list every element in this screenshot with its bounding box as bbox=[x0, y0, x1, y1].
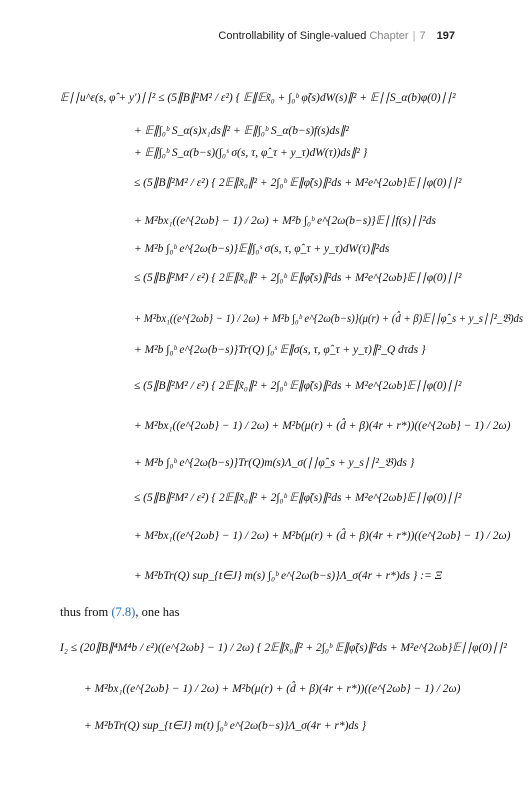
chapter-number: 7 bbox=[419, 30, 426, 42]
chapter-label: Chapter bbox=[369, 30, 409, 42]
page-number: 197 bbox=[436, 30, 455, 42]
equation-reference-link[interactable]: (7.8) bbox=[111, 605, 136, 619]
equation-line-4: ≤ (5∥B∥²M² / ε²) { 2𝔼∥x̃₀∥² + 2∫₀ᵇ 𝔼∥φ̃(s)∥²ds + M²e^{2ωb}𝔼∣∣φ(0)∣∣² bbox=[134, 177, 462, 189]
running-title: Controllability of Single-valued bbox=[218, 30, 367, 42]
prose-text: thus from (7.8), one has bbox=[60, 605, 180, 619]
equation-line-18: + M²bTr(Q) sup_{t∈J} m(t) ∫₀ᵇ e^{2ω(b−s)}Λ_σ(4r + r*)ds } bbox=[84, 720, 367, 732]
running-header: Controllability of Single-valued Chapter | 7 197 bbox=[218, 30, 455, 42]
equation-line-15: + M²bTr(Q) sup_{t∈J} m(s) ∫₀ᵇ e^{2ω(b−s)}Λ_σ(4r + r*)ds } := Ξ bbox=[134, 570, 443, 582]
equation-line-10: ≤ (5∥B∥²M² / ε²) { 2𝔼∥x̃₀∥² + 2∫₀ᵇ 𝔼∥φ̃(s)∥²ds + M²e^{2ωb}𝔼∣∣φ(0)∣∣² bbox=[134, 380, 462, 392]
equation-line-17: + M²bx₁((e^{2ωb} − 1) / 2ω) + M²b(μ(r) + (d̂ + β)(4r + r*))((e^{2ωb} − 1) / 2ω) bbox=[84, 683, 461, 695]
equation-line-3: + 𝔼∥∫₀ᵇ S_α(b−s)(∫₀ˢ σ(s, τ, φ̂_τ + y_τ)dW(τ))ds∥² } bbox=[134, 147, 368, 159]
equation-line-6: + M²b ∫₀ᵇ e^{2ω(b−s)}𝔼∥∫₀ˢ σ(s, τ, φ̂_τ + y_τ)dW(τ)∥²ds bbox=[134, 243, 390, 255]
equation-line-8: + M²bx₁((e^{2ωb} − 1) / 2ω) + M²b ∫₀ᵇ e^{2ω(b−s)}(μ(r) + (d̂ + β)𝔼∣∣φ̂_s + y_s∣∣²_𝔅)ds bbox=[134, 313, 524, 325]
equation-line-9: + M²b ∫₀ᵇ e^{2ω(b−s)}Tr(Q) ∫₀ˢ 𝔼∥σ(s, τ, φ̂_τ + y_τ)∥²_Q dτds } bbox=[134, 344, 426, 356]
equation-line-11: + M²bx₁((e^{2ωb} − 1) / 2ω) + M²b(μ(r) + (d̂ + β)(4r + r*))((e^{2ωb} − 1) / 2ω) bbox=[134, 420, 511, 432]
equation-line-1: 𝔼∣∣u^ε(s, φ̂ + y′)∣∣² ≤ (5∥B∥²M² / ε²) { 𝔼∥𝔼x̃₀ + ∫₀ᵇ φ̃(s)dW(s)∥² + 𝔼∣∣S_α(b)φ(0)∣∣² bbox=[60, 92, 456, 104]
equation-line-2: + 𝔼∥∫₀ᵇ S_α(s)x₁ds∥² + 𝔼∥∫₀ᵇ S_α(b−s)f(s)ds∥² bbox=[134, 125, 349, 137]
equation-line-12: + M²b ∫₀ᵇ e^{2ω(b−s)}Tr(Q)m(s)Λ_σ(∣∣φ̂_s + y_s∣∣²_𝔅)ds } bbox=[134, 457, 415, 469]
equation-line-5: + M²bx₁((e^{2ωb} − 1) / 2ω) + M²b ∫₀ᵇ e^{2ω(b−s)}𝔼∣∣f(s)∣∣²ds bbox=[134, 215, 437, 227]
equation-line-14: + M²bx₁((e^{2ωb} − 1) / 2ω) + M²b(μ(r) + (d̂ + β)(4r + r*))((e^{2ωb} − 1) / 2ω) bbox=[134, 530, 511, 542]
equation-line-13: ≤ (5∥B∥²M² / ε²) { 2𝔼∥x̃₀∥² + 2∫₀ᵇ 𝔼∥φ̃(s)∥²ds + M²e^{2ωb}𝔼∣∣φ(0)∣∣² bbox=[134, 492, 462, 504]
equation-line-7: ≤ (5∥B∥²M² / ε²) { 2𝔼∥x̃₀∥² + 2∫₀ᵇ 𝔼∥φ̃(s)∥²ds + M²e^{2ωb}𝔼∣∣φ(0)∣∣² bbox=[134, 272, 462, 284]
equation-line-16: I₂ ≤ (20∥B∥⁴M⁴b / ε²)((e^{2ωb} − 1) / 2ω) { 2𝔼∥x̃₀∥² + 2∫₀ᵇ 𝔼∥φ̃(s)∥²ds + M²e^{2ωb}𝔼∣∣φ(0)∣∣² bbox=[60, 642, 507, 654]
